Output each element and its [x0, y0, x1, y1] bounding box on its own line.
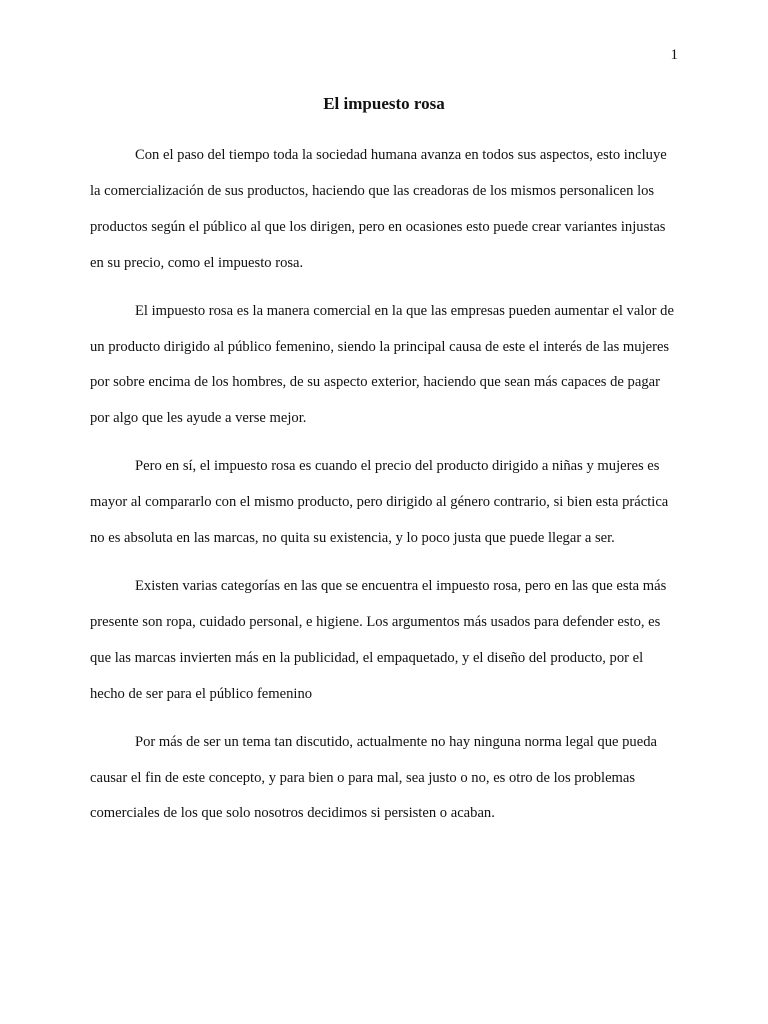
- paragraph: Existen varias categorías en las que se encuentra el impuesto rosa, pero en las que esta más presente son ropa, cuidado personal, e higiene. Los argumentos más usados para defender esto, es que las marcas invierten más en la publicidad, el empaquetado, y el diseño del producto, por el hecho de ser para el público femenino: [90, 577, 667, 702]
- paragraph: Por más de ser un tema tan discutido, actualmente no hay ninguna norma legal que pueda causar el fin de este concepto, y para bien o para mal, sea justo o no, es otro de los problemas comerciales de los que solo nosotros decidimos si persisten o acaban.: [90, 733, 657, 822]
- paragraph: Con el paso del tiempo toda la sociedad humana avanza en todos sus aspectos, esto incluye la comercialización de sus productos, haciendo que las creadoras de los mismos personalicen los productos según el público al que los dirigen, pero en ocasiones esto puede crear variantes injustas en su precio, como el impuesto rosa.: [90, 147, 667, 271]
- document-title: El impuesto rosa: [323, 94, 445, 113]
- page-number: 1: [670, 47, 678, 63]
- document-body: [90, 138, 680, 844]
- paragraph: Pero en sí, el impuesto rosa es cuando el precio del producto dirigido a niñas y mujeres es mayor al compararlo con el mismo producto, pero dirigido al género contrario, si bien esta práctica no es absoluta en las marcas, no quita su existencia, y lo poco justa que puede llegar a ser.: [90, 458, 669, 547]
- paragraph: El impuesto rosa es la manera comercial en la que las empresas pueden aumentar el valor de un producto dirigido al público femenino, siendo la principal causa de este el interés de las mujeres por sobre encima de los hombres, de su aspecto exterior, haciendo que sean más capaces de pagar por algo que les ayude a verse mejor.: [90, 302, 674, 427]
